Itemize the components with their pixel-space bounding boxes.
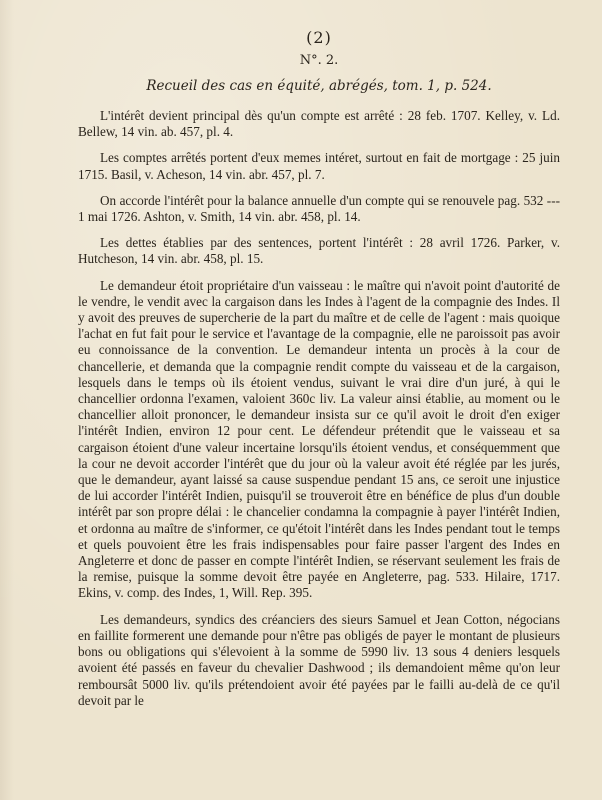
paragraph-debts-sentences: Les dettes établies par des sentences, portent l'intérêt : 28 avril 1726. Parker, v. Hutcheson, 14 vin. abr. 458, pl. 15. (78, 235, 560, 267)
page-number: (2) (306, 28, 332, 47)
section-number-heading: N°. 2. (299, 53, 339, 68)
paragraph-ship-case: Le demandeur étoit propriétaire d'un vaisseau : le maître qui n'avoit point d'autorité de le vendre, le vendit avec la cargaison dans les Indes à l'agent de la compagnie des Indes. Il y avoit des preuves de supercherie de la part du maître et de celle de l'agent : mais quoique l'achat en fut fait pour le service et l'avantage de la compagnie, elle ne paroissoit pas avoir eu connoissance de la convention. Le demandeur intenta un procès à la cour de chancellerie, et demanda que la compagnie rendit compte du vaisseau et de la cargaison, lesquels dans le temps où ils étoient vendus, suivant le vrai dire d'un juré, à qui le chancellier ordonna l'examen, valoient 360c liv. La valeur ainsi établie, au moment ou le chancellier alloit prononcer, le demandeur insista sur ce qu'il avoit le droit d'en exiger l'intérêt Indien, environ 12 pour cent. Le défendeur prétendit que le vaisseau et sa cargaison étoient d'une valeur incertaine lorsqu'ils étoient vendus, et conséquemment que la cour ne devoit accorder l'intérêt que du jour où la valeur avoit été réglée par les jurés, que le demandeur, ayant laissé sa cause suspendue pendant 15 ans, ce seroit une injustice de lui accorder l'intérêt Indien, puisqu'il se trouveroit être en bénéfice de plus d'un double intérêt par son propre délai : le chancelier condamna la compagnie à payer l'intérêt Indien, et ordonna au maître de s'informer, ce qu'étoit l'intérêt dans les Indes pendant tout le temps et quels pouvoient être les frais indispensables pour faire passer l'argent des Indes en Angleterre et donc de passer en compte l'intérêt Indien, se réservant seulement les frais de la remise, puisque la somme devoit être payée en Angleterre, pag. 533. Hilaire, 1717. Ekins, v. comp. des Indes, 1, Will. Rep. 395. (78, 277, 560, 601)
paragraph-annual-balance: On accorde l'intérêt pour la balance annuelle d'un compte qui se renouvele pag. 532 --- 1 mai 1726. Ashton, v. Smith, 14 vin. abr. 458, pl. 14. (78, 192, 560, 225)
paragraph-interest-principal: L'intérêt devient principal dès qu'un compte est arrêté : 28 feb. 1707. Kelley, v. Ld. Bellew, 14 vin. ab. 457, pl. 4. (78, 108, 560, 140)
source-citation-heading: Recueil des cas en équité, abrégés, tom. 1, p. 524. (146, 78, 492, 94)
paragraph-accounts-mortgage: Les comptes arrêtés portent d'eux memes intéret, surtout en fait de mortgage : 25 juin 1715. Basil, v. Acheson, 14 vin. abr. 457, pl. 7. (78, 150, 560, 182)
paragraph-cotton-case: Les demandeurs, syndics des créanciers des sieurs Samuel et Jean Cotton, négocians en faillite formerent une demande pour n'être pas obligés de payer le montant de plusieurs bons ou obligations qui s'élevoient à la somme de 5990 liv. 13 sous 4 deniers lesquels avoient été passés en faveur du chevalier Dashwood ; ils demandoient même qu'on leur remboursât 5000 liv. qu'ils prétendoient avoir été payées par le failli au-delà de ce qu'il devoit par le (78, 611, 560, 708)
